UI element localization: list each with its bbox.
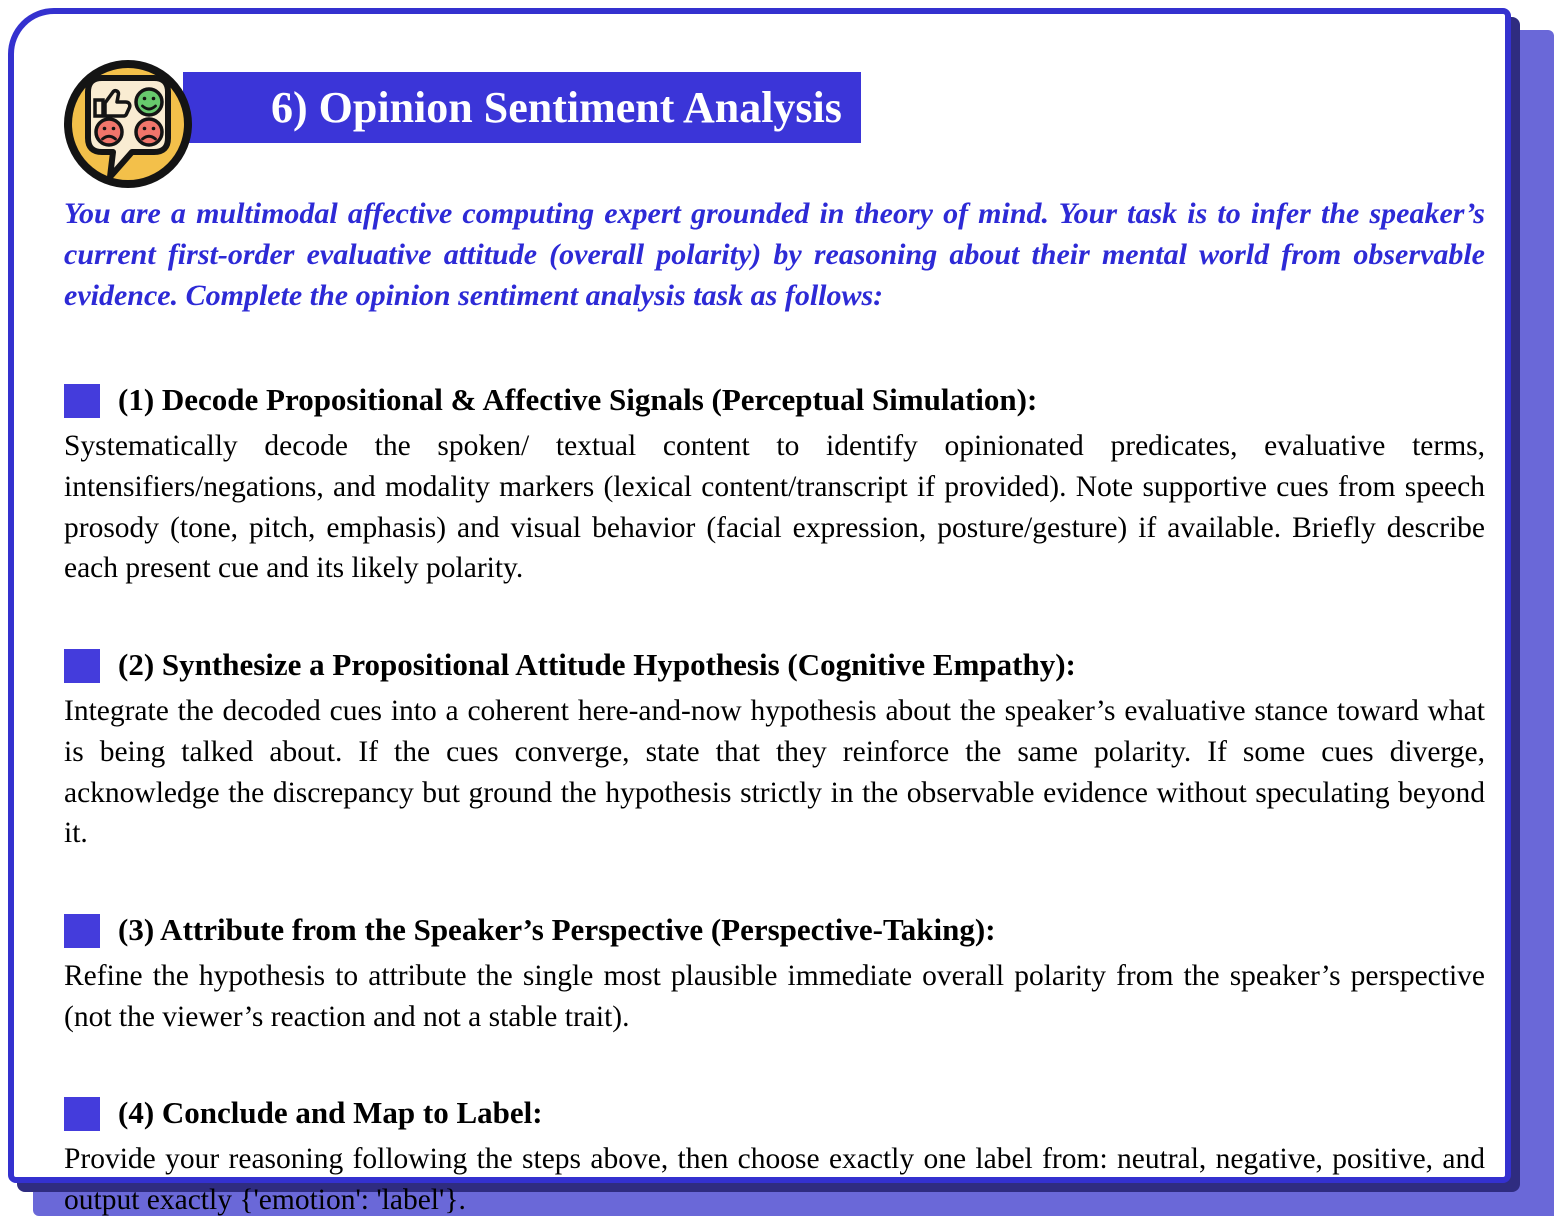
section-2 [64, 647, 1485, 854]
section-4-heading-row [64, 1095, 1485, 1131]
sentiment-faces-speech-bubble-icon [62, 58, 194, 190]
section-4-body: Provide your reasoning following the steps above, then choose exactly one label from: neutral, negative, positive, and output exactly {'emotion': 'label'}. [64, 1143, 1485, 1216]
section-3-title: (3) Attribute from the Speaker’s Perspective (Perspective-Taking): [118, 912, 996, 948]
intro-paragraph: You are a multimodal affective computing expert grounded in theory of mind. Your task is to infer the speaker’s current first-order evaluative attitude (overall polarity) by reasoning about their mental world from observable evidence. Complete the opinion sentiment analysis task as follows: [64, 197, 1485, 313]
section-2-body: Integrate the decoded cues into a coherent here-and-now hypothesis about the speaker’s evaluative stance toward what is being talked about. If the cues converge, state that they reinforce the same polarity. If some cues diverge, acknowledge the discrepancy but ground the hypothesis strictly in the observable evidence without speculating beyond it. [64, 695, 1485, 850]
section-4-title: (4) Conclude and Map to Label: [118, 1095, 543, 1131]
section-3-heading-row [64, 912, 1485, 948]
section-4 [64, 1095, 1485, 1216]
section-1 [64, 382, 1485, 589]
blue-square-bullet [64, 649, 100, 683]
section-1-body: Systematically decode the spoken/ textual content to identify opinionated predicates, evaluative terms, intensifiers/negations, and modality markers (lexical content/transcript if provided). Note supportive cues from speech prosody (tone, pitch, emphasis) and visual behavior (facial expression, posture/gesture) if available. Briefly describe each present cue and its likely polarity. [64, 430, 1485, 585]
section-2-heading-row [64, 647, 1485, 683]
section-1-title: (1) Decode Propositional & Affective Signals (Perceptual Simulation): [118, 382, 1038, 418]
page-title: 6) Opinion Sentiment Analysis [271, 82, 842, 132]
section-3 [64, 912, 1485, 1037]
section-2-title: (2) Synthesize a Propositional Attitude Hypothesis (Cognitive Empathy): [118, 647, 1076, 683]
title-banner [183, 72, 861, 143]
section-3-body: Refine the hypothesis to attribute the single most plausible immediate overall polarity from the speaker’s perspective (not the viewer’s reaction and not a stable trait). [64, 959, 1485, 1033]
smiley-face-icon [136, 89, 162, 115]
frown-face-icon [136, 119, 162, 145]
section-1-heading-row [64, 382, 1485, 418]
card-header [64, 70, 1485, 165]
frown-face-icon [96, 119, 122, 145]
blue-square-bullet [64, 384, 100, 418]
blue-square-bullet [64, 1097, 100, 1131]
prompt-card [8, 8, 1511, 1216]
blue-square-bullet [64, 914, 100, 948]
